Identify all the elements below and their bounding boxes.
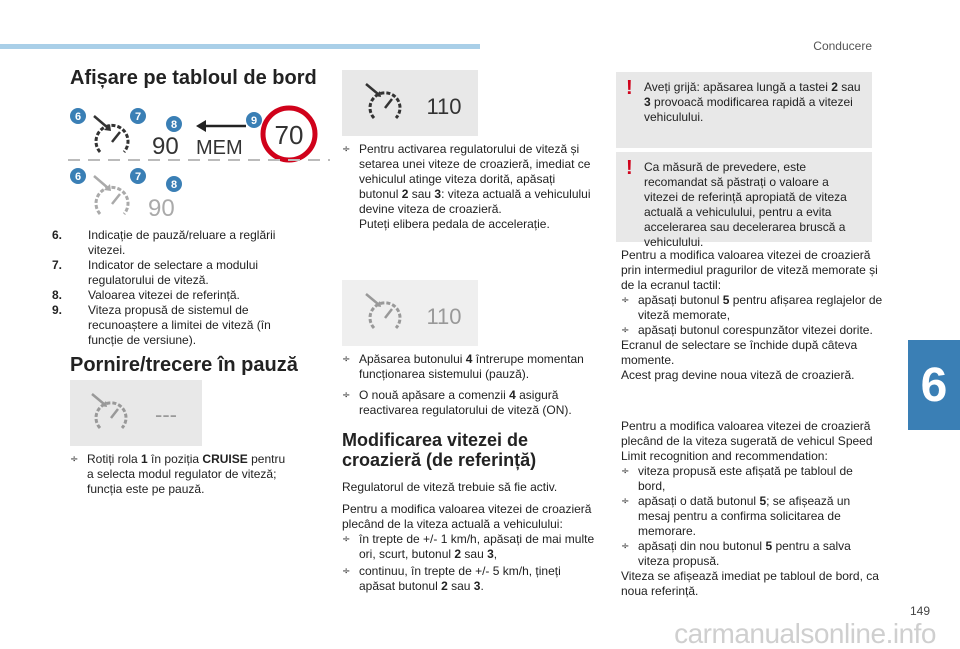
- warning-icon: !: [626, 77, 633, 99]
- recommendation-bullet-2: ÷ apăsați o dată butonul 5; se afișează un mesaj pentru a confirma solicitarea de memorare.: [621, 494, 883, 539]
- modify-intro: Regulatorul de viteză trebuie să fie activ.: [342, 480, 558, 494]
- pause-display-figure: [70, 380, 202, 446]
- new-speed-note: Acest prag devine noua viteză de croazieră.: [621, 368, 855, 382]
- svg-text:7: 7: [134, 111, 142, 123]
- svg-text:7: 7: [134, 171, 142, 183]
- badge-8-bottom: [166, 176, 182, 192]
- step-5-bullet: ÷ continuu, în trepte de +/- 5 km/h, țineți apăsat butonul 2 sau 3.: [342, 564, 596, 594]
- badge-9-top: [246, 112, 262, 128]
- mem-label: MEM: [196, 137, 243, 159]
- pause-button-bullet: ÷ Apăsarea butonului 4 întrerupe momentan funcționarea sistemului (pauză).: [342, 352, 596, 382]
- cruise-paused-grey-icon: [366, 294, 400, 328]
- warning-box-long-press: ! Aveți grijă: apăsarea lungă a tastei 2 sau 3 provoacă modificarea rapidă a vitezei vehiculului.: [616, 72, 872, 148]
- limit-sign-value: 70: [274, 120, 304, 150]
- recommendation-result: Viteza se afișează imediat pe tabloul de bord, ca noua referință.: [621, 569, 879, 598]
- cruise-paused-speed-illustration: [342, 280, 478, 346]
- speed-current: 90: [152, 133, 179, 160]
- section-header: Conducere: [813, 39, 872, 53]
- svg-text:6: 6: [74, 171, 82, 183]
- section-title-modify: Modificarea vitezei de croazieră (de referință): [342, 430, 537, 470]
- speed-limit-sign: [263, 108, 315, 160]
- chapter-tab: 6: [908, 340, 960, 430]
- watermark: carmanualsonline.info: [674, 618, 936, 649]
- cruise-active-illustration: [342, 70, 478, 136]
- legend-item: 9. Viteza propusă de sistemul de recunoaștere a limitei de viteză (în funcție de versiune).: [52, 303, 271, 347]
- badge-7-top: [130, 108, 146, 124]
- section-title-start-pause: Pornire/trecere în pauză: [70, 354, 298, 376]
- cruise-pause-illustration: [70, 380, 202, 446]
- warning-box-precaution: ! Ca măsură de prevedere, este recomandat să păstrați o valoare a vitezei de referință apropiată de viteza actuală a vehiculului, pentru a evita accelerarea sau decelerarea bruscă a vehiculului.: [616, 152, 872, 242]
- speed-paused: 90: [148, 195, 175, 222]
- svg-text:8: 8: [170, 119, 178, 131]
- speed-limit-recommendation-block: [621, 419, 883, 599]
- pause-resume-indicator-icon: [94, 116, 128, 152]
- svg-text:9: 9: [250, 115, 258, 127]
- legend-item: 7. Indicator de selectare a modului regulatorului de viteză.: [52, 258, 259, 287]
- memorized-thresholds-block: [621, 248, 883, 383]
- thresholds-bullet-2: ÷ apăsați butonul corespunzător vitezei dorite.: [621, 323, 883, 338]
- page-number: 149: [909, 604, 930, 618]
- legend-list: [52, 228, 290, 348]
- badge-7-bottom: [130, 168, 146, 184]
- badge-6-bottom: [70, 168, 86, 184]
- activate-bullet: ÷ Pentru activarea regulatorului de viteză și setarea unei viteze de croazieră, imediat ce vehiculul atinge viteza dorită, apăsați butonul 2 sau 3: viteza actuală a vehiculului devine viteza de croazieră.: [342, 142, 596, 217]
- warning-icon: !: [626, 157, 633, 179]
- header-bar: [0, 44, 480, 49]
- svg-text:6: 6: [74, 111, 82, 123]
- active-display-figure: [342, 70, 478, 136]
- paused-display-figure: [342, 280, 478, 346]
- activate-note: Puteți elibera pedala de accelerație.: [359, 217, 550, 231]
- paused-speed: 110: [426, 304, 462, 329]
- active-speed: 110: [426, 94, 462, 119]
- legend-item: 6. Indicație de pauză/reluare a reglării vitezei.: [52, 228, 276, 257]
- pause-resume-indicator-paused-icon: [94, 176, 128, 214]
- cruise-paused-icon: [92, 394, 126, 428]
- pause-dashes: ---: [155, 402, 177, 427]
- screen-close-note: Ecranul de selectare se închide după câteva momente.: [621, 338, 858, 367]
- cruise-active-icon: [366, 84, 400, 118]
- badge-8-top: [166, 116, 182, 132]
- reactivate-bullet: ÷ O nouă apăsare a comenzii 4 asigură reactivarea regulatorului de viteză (ON).: [342, 388, 596, 418]
- activate-bullet-block: [342, 142, 596, 232]
- recommendation-bullet-1: ÷ viteza propusă este afișată pe tabloul de bord,: [621, 464, 883, 494]
- recommendation-intro: Pentru a modifica valoarea vitezei de croazieră plecând de la viteza sugerată de vehicul Speed Limit recognition and recommendation:: [621, 419, 873, 463]
- thresholds-bullet-1: ÷ apăsați butonul 5 pentru afișarea reglajelor de viteză memorate,: [621, 293, 883, 323]
- thresholds-intro: Pentru a modifica valoarea vitezei de croazieră prin intermediul pragurilor de viteză memorate și de la ecranul tactil:: [621, 248, 878, 292]
- modify-instructions: Pentru a modifica valoarea vitezei de croazieră plecând de la viteza actuală a vehiculului:: [342, 502, 592, 531]
- legend-item: 8. Valoarea vitezei de referință.: [52, 288, 240, 302]
- arrow-left-icon: [196, 120, 246, 132]
- dashboard-display-figure: [64, 104, 334, 222]
- section-title-display: Afișare pe tabloul de bord: [70, 67, 317, 89]
- svg-text:8: 8: [170, 179, 178, 191]
- badge-6-top: [70, 108, 86, 124]
- pause-bullet: ÷ Rotiți rola 1 în poziția CRUISE pentru a selecta modul regulator de viteză; funcția este pe pauză.: [70, 452, 290, 497]
- step-1-bullet: ÷ în trepte de +/- 1 km/h, apăsați de mai multe ori, scurt, butonul 2 sau 3,: [342, 532, 596, 562]
- recommendation-bullet-3: ÷ apăsați din nou butonul 5 pentru a salva viteza propusă.: [621, 539, 883, 569]
